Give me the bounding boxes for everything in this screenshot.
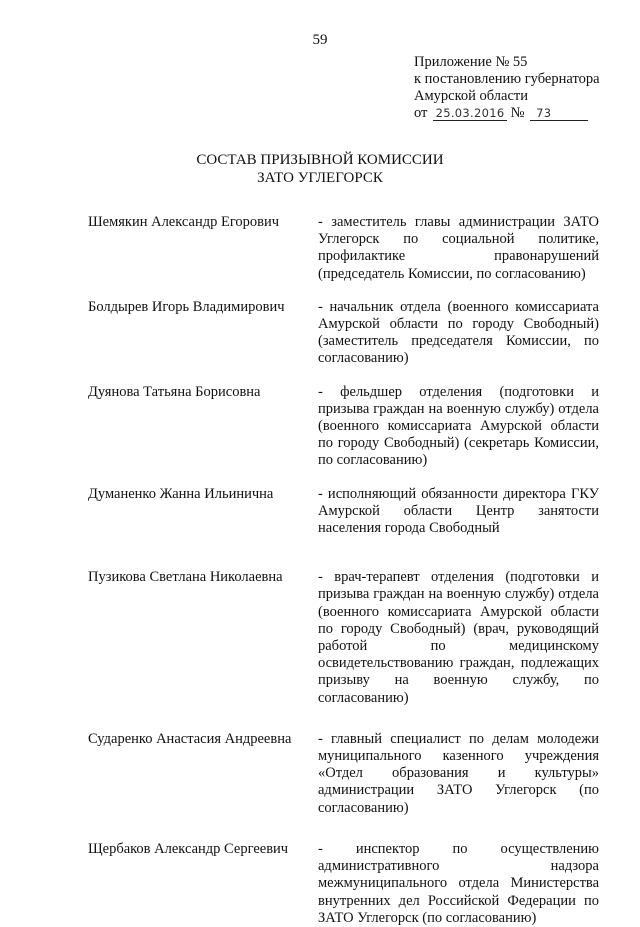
- page-number: 59: [312, 32, 328, 48]
- member-role: - исполняющий обязанности директора ГКУ Амурской области Центр занятости населения города Свободный: [318, 485, 599, 537]
- member-row: [0, 486, 640, 538]
- appendix-line-3: Амурской области: [414, 88, 528, 104]
- member-role: - инспектор по осуществлению административного надзора межмуниципального отдела Министерства внутренних дел Российской Федерации по ЗАТО Углегорск (по согласованию): [318, 840, 599, 926]
- title-line-2: ЗАТО УГЛЕГОРСК: [257, 170, 383, 186]
- member-row: [0, 731, 640, 817]
- member-row: [0, 299, 640, 368]
- member-name: Дуянова Татьяна Борисовна: [88, 383, 261, 400]
- appendix-date-line: [414, 105, 624, 122]
- member-role: - заместитель главы администрации ЗАТО Углегорск по социальной политике, профилактике правонарушений (председатель Комиссии, по согласованию): [318, 214, 599, 282]
- member-name: Думаненко Жанна Ильинична: [88, 485, 274, 502]
- appendix-line-2: к постановлению губернатора: [414, 71, 600, 87]
- number-value: 73: [530, 106, 588, 121]
- member-name: Щербаков Александр Сергеевич: [88, 840, 289, 857]
- date-prefix: от: [414, 105, 428, 121]
- member-row: [0, 569, 640, 707]
- appendix-line-1: Приложение № 55: [414, 54, 528, 70]
- member-role: - главный специалист по делам молодежи муниципального казенного учреждения «Отдел образования и культуры» администрации ЗАТО Углегорск (по согласованию): [318, 730, 599, 816]
- member-name: Болдырев Игорь Владимирович: [88, 298, 285, 315]
- title-line-1: СОСТАВ ПРИЗЫВНОЙ КОМИССИИ: [196, 152, 444, 168]
- member-row: [0, 841, 640, 927]
- member-name: Пузикова Светлана Николаевна: [88, 569, 283, 586]
- member-row: [0, 214, 640, 283]
- member-role: - фельдшер отделения (подготовки и призыва граждан на военную службу) отдела (военного комиссариата Амурской области по городу Свободный) (секретарь Комиссии, по согласованию): [318, 383, 599, 469]
- date-value: 25.03.2016: [433, 106, 507, 121]
- member-role: - врач-терапевт отделения (подготовки и призыва граждан на военную службу) отдела (военного комиссариата Амурской области по городу Свободный) (врач, руководящий работой по медицинскому освидетельствованию граждан, подлежащих призыву на военную службу, по согласованию): [318, 569, 599, 706]
- document-title: [0, 151, 640, 187]
- number-prefix: №: [510, 105, 525, 121]
- appendix-block: [414, 54, 624, 122]
- member-row: [0, 384, 640, 470]
- members-list: [0, 214, 640, 927]
- member-name: Сударенко Анастасия Андреевна: [88, 730, 292, 747]
- member-role: - начальник отдела (военного комиссариата Амурской области по городу Свободный) (заместитель председателя Комиссии, по согласованию): [318, 298, 599, 367]
- member-name: Шемякин Александр Егорович: [88, 214, 280, 230]
